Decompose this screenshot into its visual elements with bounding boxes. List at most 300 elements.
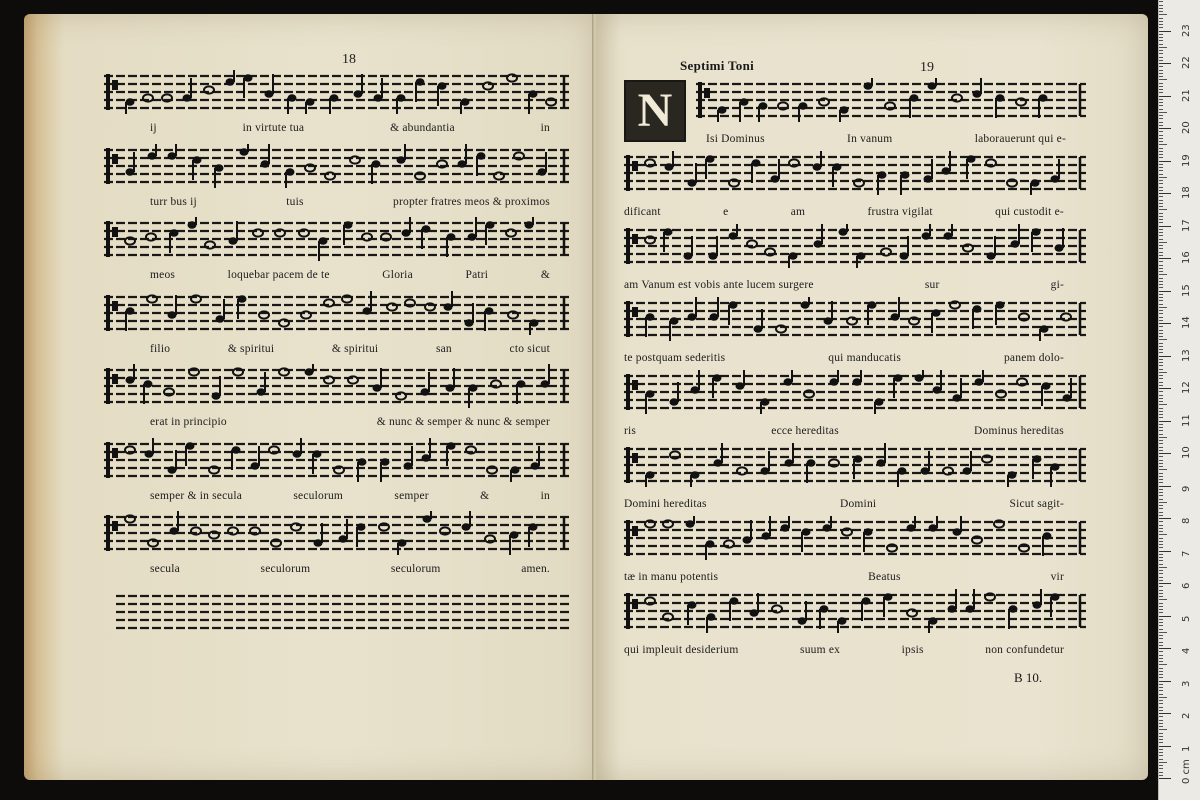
ruler-tick [1159, 388, 1171, 389]
lyric-line [624, 206, 1064, 218]
ruler-tick [1159, 486, 1171, 487]
ruler-minor-tick [1159, 21, 1163, 22]
ruler-minor-tick [1159, 541, 1163, 542]
ruler-minor-tick [1159, 99, 1163, 100]
lyric-line [150, 343, 550, 355]
ruler-minor-tick [1159, 167, 1163, 168]
ruler-minor-tick [1159, 577, 1163, 578]
ruler-minor-tick [1159, 209, 1167, 210]
ruler-minor-tick [1159, 382, 1163, 383]
ruler-minor-tick [1159, 687, 1163, 688]
music-staff [104, 511, 570, 555]
lyric-word: & [540, 269, 550, 281]
ruler-minor-tick [1159, 37, 1163, 38]
lyric-word: erat in principio [150, 416, 227, 428]
ruler-minor-tick [1159, 378, 1163, 379]
ruler-minor-tick [1159, 505, 1163, 506]
lyric-word: & abundantia [390, 122, 455, 134]
ruler-minor-tick [1159, 733, 1163, 734]
ruler-minor-tick [1159, 720, 1163, 721]
ruler-minor-tick [1159, 694, 1163, 695]
ruler-minor-tick [1159, 557, 1163, 558]
ruler-minor-tick [1159, 414, 1163, 415]
ruler-minor-tick [1159, 443, 1163, 444]
ruler-tick [1159, 421, 1171, 422]
music-staff [104, 217, 570, 261]
ruler-tick [1159, 128, 1171, 129]
lyric-word: seculorum [390, 563, 441, 575]
ruler-minor-tick [1159, 200, 1163, 201]
ruler-minor-tick [1159, 437, 1167, 438]
ruler-minor-tick [1159, 512, 1163, 513]
ruler-minor-tick [1159, 606, 1163, 607]
ruler-minor-tick [1159, 739, 1163, 740]
ruler-tick [1159, 96, 1171, 97]
ruler-label: 17 [1181, 218, 1192, 232]
ruler-minor-tick [1159, 183, 1163, 184]
lyric-word: & nunc & semper & nunc & semper [376, 416, 550, 428]
ruler-minor-tick [1159, 219, 1163, 220]
ruler-minor-tick [1159, 772, 1163, 773]
ruler-minor-tick [1159, 144, 1167, 145]
ruler-minor-tick [1159, 44, 1163, 45]
ruler-label: 7 [1181, 550, 1192, 557]
music-staff [104, 291, 570, 335]
ruler-minor-tick [1159, 495, 1163, 496]
right-page-number: 19 [920, 60, 934, 75]
ruler-minor-tick [1159, 759, 1163, 760]
lyric-word: vir [1050, 571, 1064, 583]
ruler-minor-tick [1159, 707, 1163, 708]
ruler-minor-tick [1159, 206, 1163, 207]
lyric-word: Patri [465, 269, 489, 281]
lyric-word: e [723, 206, 729, 218]
ruler-minor-tick [1159, 180, 1163, 181]
ruler-minor-tick [1159, 482, 1163, 483]
ruler-minor-tick [1159, 632, 1167, 633]
ruler-minor-tick [1159, 73, 1163, 74]
ruler-label: 16 [1181, 251, 1192, 264]
ruler-minor-tick [1159, 440, 1163, 441]
ruler-minor-tick [1159, 768, 1163, 769]
ruler-minor-tick [1159, 612, 1163, 613]
lyric-line [150, 490, 550, 502]
ruler-minor-tick [1159, 349, 1163, 350]
ruler-minor-tick [1159, 700, 1163, 701]
ruler-minor-tick [1159, 164, 1163, 165]
lyric-word: secula [150, 563, 180, 575]
ruler-label: 4 [1181, 647, 1192, 654]
ruler-minor-tick [1159, 404, 1167, 405]
ruler-label: 21 [1181, 88, 1192, 102]
ruler-minor-tick [1159, 726, 1163, 727]
lyric-word: te postquam sederitis [624, 352, 726, 364]
ruler-minor-tick [1159, 333, 1163, 334]
ruler-minor-tick [1159, 638, 1163, 639]
ruler-minor-tick [1159, 424, 1163, 425]
lyric-word: in virtute tua [242, 122, 305, 134]
lyric-word: laborauerunt qui e- [974, 133, 1066, 145]
ruler-minor-tick [1159, 749, 1163, 750]
ruler-minor-tick [1159, 278, 1163, 279]
ruler-minor-tick [1159, 499, 1163, 500]
ruler-minor-tick [1159, 300, 1163, 301]
ruler-minor-tick [1159, 362, 1163, 363]
ruler-minor-tick [1159, 174, 1163, 175]
right-page-header: Septimi Toni [680, 58, 755, 73]
ruler-minor-tick [1159, 154, 1163, 155]
ruler-minor-tick [1159, 14, 1167, 15]
ruler-minor-tick [1159, 476, 1163, 477]
ruler-minor-tick [1159, 690, 1163, 691]
ruler-minor-tick [1159, 151, 1163, 152]
ruler-minor-tick [1159, 131, 1163, 132]
ruler-minor-tick [1159, 538, 1163, 539]
lyric-word: gi- [1050, 279, 1064, 291]
ruler-minor-tick [1159, 170, 1163, 171]
ruler-minor-tick [1159, 590, 1163, 591]
ruler-minor-tick [1159, 697, 1167, 698]
ruler-tick [1159, 648, 1171, 649]
music-staff [624, 589, 1086, 633]
ruler-tick [1159, 31, 1171, 32]
ruler-minor-tick [1159, 752, 1163, 753]
ruler-label: 13 [1181, 348, 1192, 362]
ruler-minor-tick [1159, 307, 1167, 308]
ruler-minor-tick [1159, 122, 1163, 123]
ruler-minor-tick [1159, 554, 1163, 555]
lyric-word: san [435, 342, 452, 355]
ruler-minor-tick [1159, 190, 1163, 191]
right-page [596, 14, 1148, 780]
catchword: B 10. [1014, 670, 1043, 685]
ruler-minor-tick [1159, 645, 1163, 646]
ruler-minor-tick [1159, 703, 1163, 704]
ruler-minor-tick [1159, 261, 1163, 262]
ruler-minor-tick [1159, 736, 1163, 737]
ruler-minor-tick [1159, 352, 1163, 353]
ruler-minor-tick [1159, 66, 1163, 67]
ruler-minor-tick [1159, 50, 1163, 51]
ruler-minor-tick [1159, 79, 1167, 80]
ruler-minor-tick [1159, 567, 1167, 568]
ruler-minor-tick [1159, 515, 1163, 516]
lyric-word: sur [924, 279, 940, 291]
ruler-tick [1159, 778, 1171, 779]
ruler-minor-tick [1159, 187, 1163, 188]
music-staff [104, 144, 570, 188]
lyric-word: in [540, 122, 550, 134]
ruler-tick [1159, 681, 1171, 682]
ruler-minor-tick [1159, 239, 1163, 240]
ruler-minor-tick [1159, 70, 1163, 71]
ruler-minor-tick [1159, 544, 1163, 545]
ruler-minor-tick [1159, 560, 1163, 561]
ruler-tick [1159, 323, 1171, 324]
ruler-label: 18 [1181, 186, 1192, 199]
ruler-minor-tick [1159, 677, 1163, 678]
ruler-minor-tick [1159, 213, 1163, 214]
ruler-minor-tick [1159, 92, 1163, 93]
ruler-minor-tick [1159, 365, 1163, 366]
ruler-minor-tick [1159, 463, 1163, 464]
lyric-word: frustra vigilat [867, 206, 933, 218]
music-staff [624, 297, 1086, 341]
ruler-minor-tick [1159, 369, 1163, 370]
ruler-minor-tick [1159, 86, 1163, 87]
ruler-minor-tick [1159, 112, 1167, 113]
ruler-minor-tick [1159, 229, 1163, 230]
ruler-minor-tick [1159, 427, 1163, 428]
lyric-word: & spiritui [331, 342, 379, 355]
ruler-minor-tick [1159, 528, 1163, 529]
ruler-minor-tick [1159, 473, 1163, 474]
ruler-label: 22 [1181, 56, 1192, 69]
ruler-minor-tick [1159, 580, 1163, 581]
ruler-minor-tick [1159, 723, 1163, 724]
ruler-tick [1159, 258, 1171, 259]
ruler-minor-tick [1159, 655, 1163, 656]
ruler-minor-tick [1159, 395, 1163, 396]
ruler-tick [1159, 551, 1171, 552]
ruler-minor-tick [1159, 489, 1163, 490]
ruler-minor-tick [1159, 668, 1163, 669]
lyric-word: Isi Dominus [706, 133, 765, 145]
ruler-label: 6 [1181, 582, 1192, 589]
ruler-minor-tick [1159, 281, 1163, 282]
lyric-line [150, 563, 550, 575]
ruler-minor-tick [1159, 53, 1163, 54]
ruler-label: 8 [1181, 517, 1192, 524]
lyric-line [150, 122, 550, 134]
ruler-minor-tick [1159, 502, 1167, 503]
ruler-minor-tick [1159, 599, 1167, 600]
ruler-tick [1159, 713, 1171, 714]
music-staff [624, 443, 1086, 487]
ruler-minor-tick [1159, 521, 1163, 522]
ruler-minor-tick [1159, 469, 1167, 470]
ruler-minor-tick [1159, 252, 1163, 253]
ruler-minor-tick [1159, 609, 1163, 610]
ruler-label: 3 [1181, 680, 1192, 687]
lyric-line [624, 425, 1064, 437]
lyric-word: In vanum [847, 133, 893, 145]
ruler-minor-tick [1159, 60, 1163, 61]
ruler-minor-tick [1159, 222, 1163, 223]
ruler-minor-tick [1159, 729, 1167, 730]
ruler-label: 0 cm [1181, 759, 1192, 784]
ruler-minor-tick [1159, 547, 1163, 548]
ruler-minor-tick [1159, 635, 1163, 636]
ruler-minor-tick [1159, 310, 1163, 311]
ruler-minor-tick [1159, 586, 1163, 587]
lyric-word: panem dolo- [1003, 352, 1064, 364]
ruler-minor-tick [1159, 596, 1163, 597]
ruler-minor-tick [1159, 57, 1163, 58]
lyric-word: loquebar pacem de te [227, 269, 330, 281]
ruler-minor-tick [1159, 326, 1163, 327]
ruler-minor-tick [1159, 265, 1163, 266]
lyric-line [624, 571, 1064, 583]
ruler-minor-tick [1159, 398, 1163, 399]
ruler-minor-tick [1159, 492, 1163, 493]
ruler-minor-tick [1159, 755, 1163, 756]
ruler-minor-tick [1159, 105, 1163, 106]
ruler-minor-tick [1159, 271, 1163, 272]
ruler-tick [1159, 616, 1171, 617]
ruler-minor-tick [1159, 716, 1163, 717]
ruler-minor-tick [1159, 642, 1163, 643]
ruler-minor-tick [1159, 297, 1163, 298]
ruler-minor-tick [1159, 216, 1163, 217]
ruler-minor-tick [1159, 83, 1163, 84]
ruler-minor-tick [1159, 619, 1163, 620]
ruler-minor-tick [1159, 346, 1163, 347]
ruler-minor-tick [1159, 742, 1163, 743]
ruler-minor-tick [1159, 196, 1163, 197]
ruler-minor-tick [1159, 268, 1163, 269]
lyric-word: suum ex [800, 644, 841, 656]
ruler-minor-tick [1159, 372, 1167, 373]
music-staff [116, 590, 572, 634]
ruler-minor-tick [1159, 622, 1163, 623]
lyric-line [624, 279, 1064, 291]
music-staff [696, 78, 1086, 122]
lyric-word: Gloria [382, 269, 413, 281]
ruler-minor-tick [1159, 242, 1167, 243]
ruler-minor-tick [1159, 148, 1163, 149]
ruler-label: 10 [1181, 446, 1192, 459]
ruler-minor-tick [1159, 76, 1163, 77]
ruler-minor-tick [1159, 18, 1163, 19]
lyric-word: propter fratres meos & proximos [393, 195, 550, 208]
ruler-minor-tick [1159, 447, 1163, 448]
measuring-ruler [1158, 0, 1200, 800]
ruler-minor-tick [1159, 141, 1163, 142]
lyric-word: semper & in secula [150, 489, 243, 502]
ruler-minor-tick [1159, 564, 1163, 565]
lyric-line [706, 133, 1066, 145]
ruler-minor-tick [1159, 434, 1163, 435]
ruler-tick [1159, 226, 1171, 227]
ruler-minor-tick [1159, 401, 1163, 402]
lyric-word: cto sicut [509, 342, 550, 355]
lyric-word: am Vanum est vobis ante lucem surgere [624, 279, 814, 291]
ruler-minor-tick [1159, 385, 1163, 386]
lyric-word: Beatus [868, 571, 901, 583]
ruler-minor-tick [1159, 11, 1163, 12]
lyric-word: seculorum [260, 563, 311, 575]
ruler-label: 14 [1181, 316, 1192, 329]
lyric-line [624, 644, 1064, 656]
ruler-minor-tick [1159, 294, 1163, 295]
ruler-minor-tick [1159, 138, 1163, 139]
ruler-minor-tick [1159, 5, 1163, 6]
left-page [24, 14, 594, 780]
ruler-minor-tick [1159, 317, 1163, 318]
ruler-label: 2 [1181, 712, 1192, 719]
lyric-line [150, 416, 550, 428]
ruler-minor-tick [1159, 343, 1163, 344]
lyric-word: ij [150, 122, 157, 134]
ruler-minor-tick [1159, 135, 1163, 136]
ruler-minor-tick [1159, 664, 1167, 665]
ruler-minor-tick [1159, 102, 1163, 103]
ruler-minor-tick [1159, 391, 1163, 392]
lyric-word: seculorum [293, 489, 344, 502]
lyric-word: & spiritui [227, 342, 275, 355]
ruler-minor-tick [1159, 603, 1163, 604]
ruler-minor-tick [1159, 479, 1163, 480]
ruler-minor-tick [1159, 203, 1163, 204]
ruler-label: 19 [1181, 153, 1192, 167]
lyric-word: Sicut sagit- [1009, 498, 1064, 510]
ruler-minor-tick [1159, 248, 1163, 249]
ruler-tick [1159, 63, 1171, 64]
ruler-minor-tick [1159, 411, 1163, 412]
ruler-minor-tick [1159, 336, 1163, 337]
ruler-label: 15 [1181, 283, 1192, 297]
lyric-word: filio [150, 342, 171, 355]
ruler-minor-tick [1159, 177, 1167, 178]
music-staff [624, 370, 1086, 414]
ruler-tick [1159, 356, 1171, 357]
ruler-label: 9 [1181, 485, 1192, 492]
ruler-label: 12 [1181, 381, 1192, 394]
lyric-word: turr bus ij [150, 195, 197, 208]
ruler-minor-tick [1159, 408, 1163, 409]
ruler-minor-tick [1159, 466, 1163, 467]
ruler-minor-tick [1159, 232, 1163, 233]
lyric-word: ris [624, 425, 637, 437]
lyric-word: tæ in manu potentis [624, 571, 719, 583]
ruler-minor-tick [1159, 508, 1163, 509]
ruler-label: 23 [1181, 23, 1192, 37]
lyric-word: non confundetur [985, 644, 1064, 656]
ruler-minor-tick [1159, 456, 1163, 457]
ruler-minor-tick [1159, 125, 1163, 126]
lyric-word: in [540, 489, 550, 502]
lyric-word: qui custodit e- [995, 206, 1064, 218]
ruler-minor-tick [1159, 118, 1163, 119]
ruler-minor-tick [1159, 375, 1163, 376]
lyric-word: dificant [624, 206, 661, 218]
ruler-minor-tick [1159, 255, 1163, 256]
lyric-word: ecce hereditas [771, 425, 839, 437]
ruler-minor-tick [1159, 339, 1167, 340]
ruler-tick [1159, 161, 1171, 162]
ruler-minor-tick [1159, 765, 1163, 766]
ruler-label: 5 [1181, 615, 1192, 622]
lyric-word: ipsis [901, 644, 924, 656]
ruler-minor-tick [1159, 671, 1163, 672]
ruler-minor-tick [1159, 115, 1163, 116]
music-staff [624, 224, 1086, 268]
ruler-minor-tick [1159, 1, 1163, 2]
lyric-word: qui impleuit desiderium [624, 644, 739, 656]
ruler-minor-tick [1159, 658, 1163, 659]
ruler-minor-tick [1159, 417, 1163, 418]
ruler-minor-tick [1159, 89, 1163, 90]
ruler-minor-tick [1159, 625, 1163, 626]
ruler-minor-tick [1159, 525, 1163, 526]
lyric-word: meos [150, 269, 176, 281]
ruler-tick [1159, 453, 1171, 454]
ruler-minor-tick [1159, 450, 1163, 451]
ruler-minor-tick [1159, 109, 1163, 110]
music-staff [104, 364, 570, 408]
lyric-line [150, 196, 550, 208]
